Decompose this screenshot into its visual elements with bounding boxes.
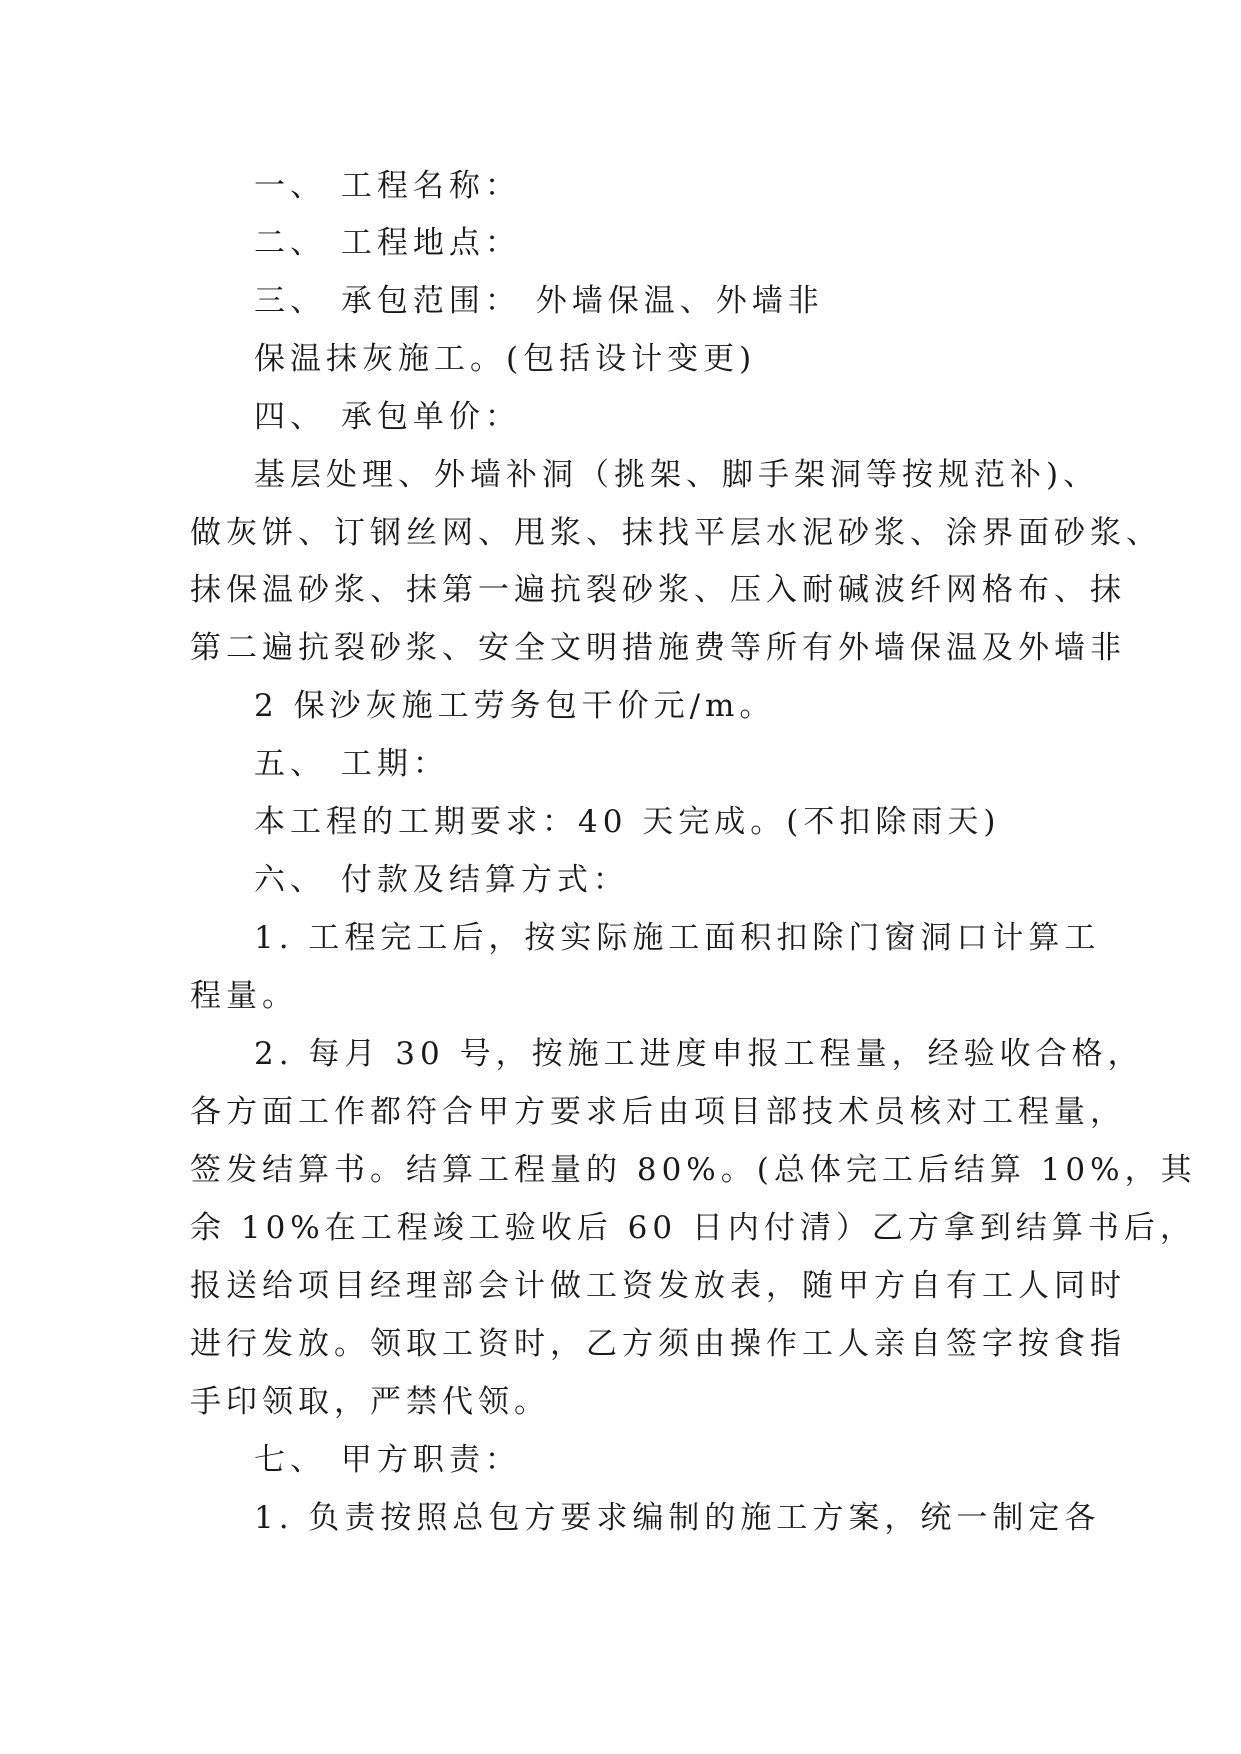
paragraph-line: 本工程的工期要求：40 天完成。(不扣除雨天) [254, 804, 1001, 840]
section-4-unit-price: 四、 承包单价： [254, 399, 521, 435]
paragraph-line: 做灰饼、订钢丝网、甩浆、抹找平层水泥砂浆、涂界面砂浆、 [190, 515, 1162, 551]
paragraph-line: 抹保温砂浆、抹第一遍抗裂砂浆、压入耐碱波纤网格布、抹 [190, 572, 1126, 608]
section-7-party-a-duties: 七、 甲方职责： [254, 1442, 521, 1478]
paragraph-line: 2. 每月 30 号，按施工进度申报工程量，经验收合格， [254, 1036, 1144, 1072]
paragraph-line: 手印领取，严禁代领。 [190, 1384, 550, 1420]
paragraph-line: 程量。 [190, 978, 298, 1014]
paragraph-line: 各方面工作都符合甲方要求后由项目部技术员核对工程量， [190, 1094, 1126, 1130]
paragraph-line: 基层处理、外墙补洞（挑架、脚手架洞等按规范补)、 [254, 457, 1100, 493]
paragraph-line: 报送给项目经理部会计做工资发放表，随甲方自有工人同时 [190, 1268, 1126, 1304]
section-1-project-name: 一、 工程名称： [254, 168, 521, 204]
paragraph-line: 1. 负责按照总包方要求编制的施工方案，统一制定各 [254, 1500, 1101, 1536]
paragraph-line: 保温抹灰施工。(包括设计变更) [254, 341, 757, 377]
section-6-payment: 六、 付款及结算方式： [254, 862, 629, 898]
paragraph-line: 1. 工程完工后，按实际施工面积扣除门窗洞口计算工 [254, 920, 1101, 956]
section-2-project-location: 二、 工程地点： [254, 225, 521, 261]
paragraph-line: 进行发放。领取工资时，乙方须由操作工人亲自签字按食指 [190, 1326, 1126, 1362]
section-3-contract-scope: 三、 承包范围： 外墙保温、外墙非 [254, 283, 824, 319]
section-5-schedule: 五、 工期： [254, 746, 449, 782]
paragraph-line: 签发结算书。结算工程量的 80%。(总体完工后结算 10%，其 [190, 1152, 1197, 1188]
paragraph-line: 余 10%在工程竣工验收后 60 日内付清）乙方拿到结算书后， [190, 1210, 1196, 1246]
paragraph-line: 2 保沙灰施工劳务包干价元/m。 [254, 688, 776, 724]
paragraph-line: 第二遍抗裂砂浆、安全文明措施费等所有外墙保温及外墙非 [190, 630, 1126, 666]
